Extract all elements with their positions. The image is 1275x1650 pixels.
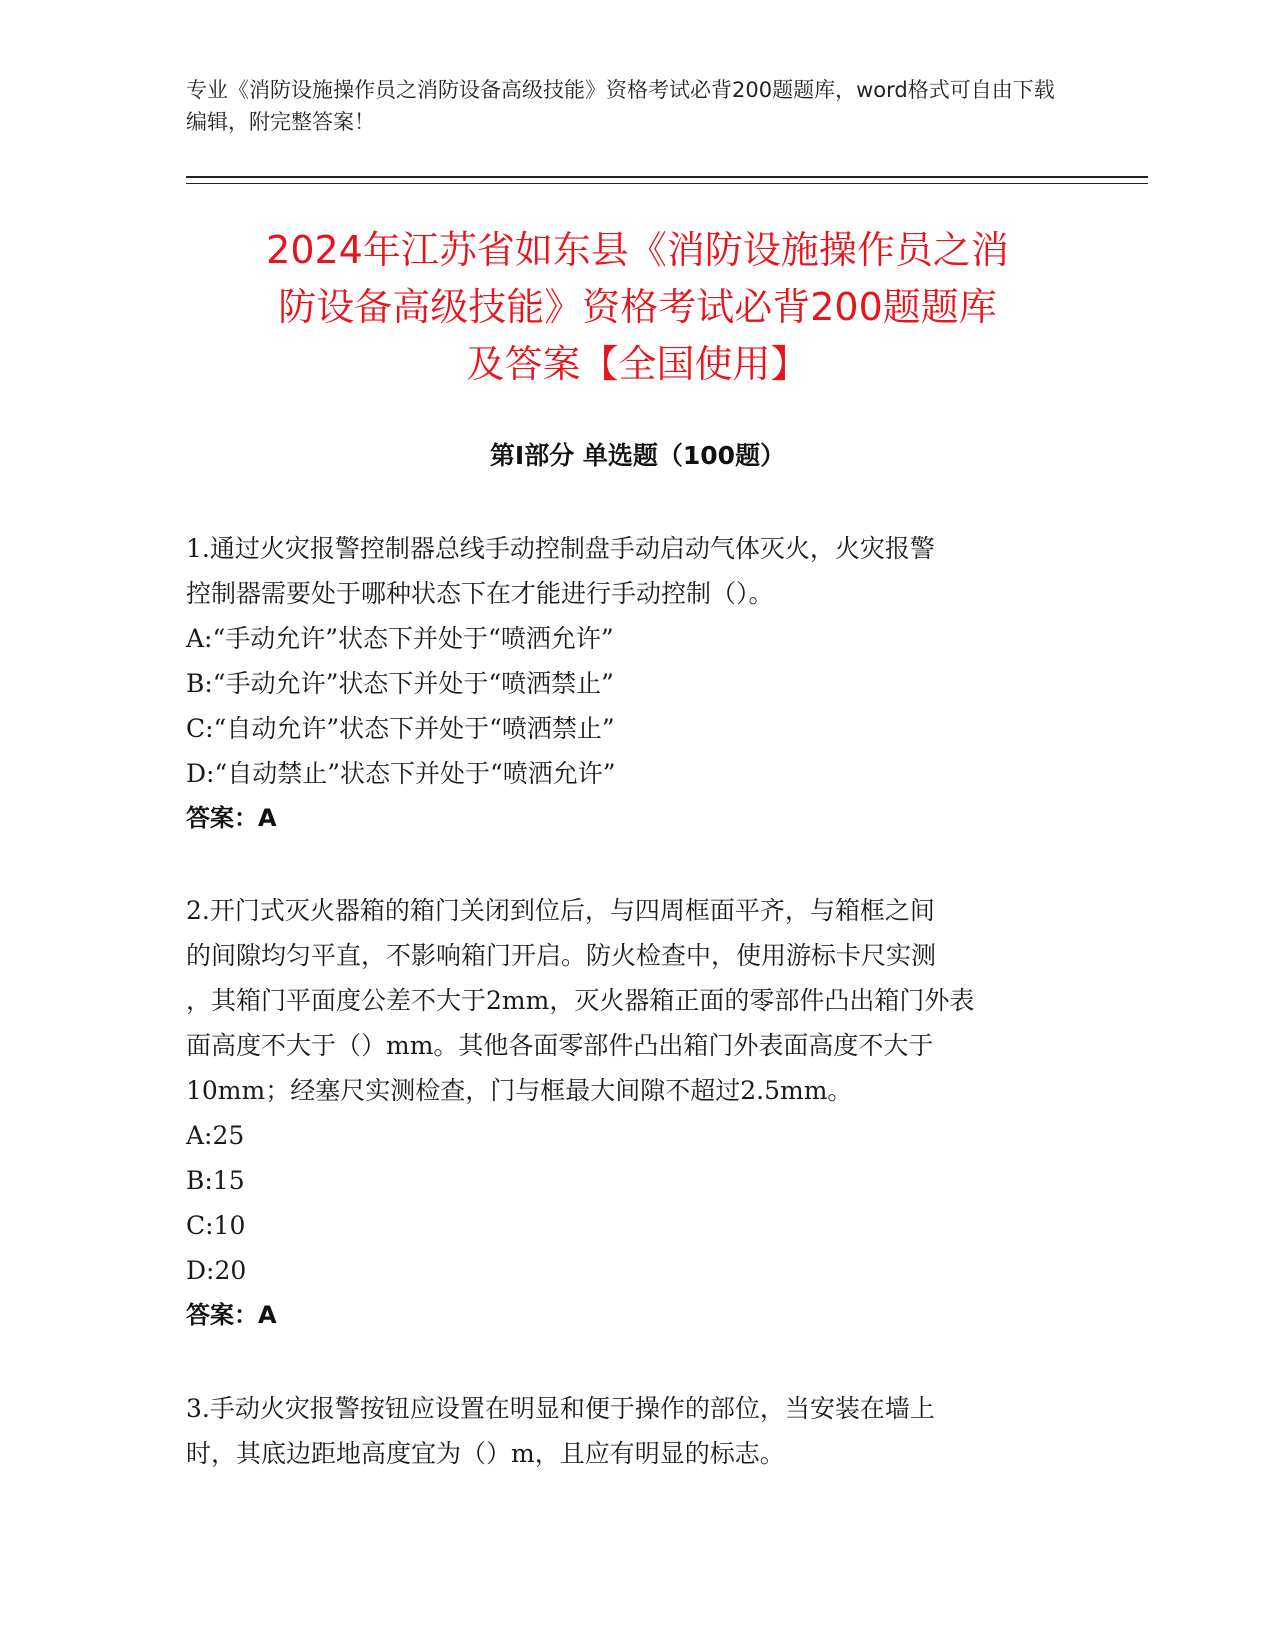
option-d: D:20 (186, 1256, 247, 1285)
answer: 答案：A (186, 1301, 277, 1329)
document-title (150, 222, 1125, 393)
header-note: 专业《消防设施操作员之消防设备高级技能》资格考试必背200题题库，word格式可自由下载编辑，附完整答案！ (186, 78, 1055, 134)
question-line: ，其箱门平面度公差不大于2mm，灭火器箱正面的零部件凸出箱门外表 (186, 986, 975, 1015)
question-3 (186, 1386, 1081, 1476)
title-line-1: 2024年江苏省如东县《消防设施操作员之消 (266, 228, 1009, 272)
question-line: 时，其底边距地高度宜为（）m，且应有明显的标志。 (186, 1439, 785, 1468)
question-line: 的间隙均匀平直，不影响箱门开启。防火检查中，使用游标卡尺实测 (186, 941, 937, 970)
option-c: C:“自动允许”状态下并处于“喷洒禁止” (186, 714, 615, 743)
option-a: A:25 (186, 1121, 245, 1150)
title-line-3: 及答案【全国使用】 (466, 342, 809, 386)
question-line: 2.开门式灭火器箱的箱门关闭到位后，与四周框面平齐，与箱框之间 (186, 896, 935, 925)
option-d: D:“自动禁止”状态下并处于“喷洒允许” (186, 759, 616, 788)
option-b: B:15 (186, 1166, 245, 1195)
option-a: A:“手动允许”状态下并处于“喷洒允许” (186, 624, 614, 653)
question-text (186, 526, 1081, 616)
section-heading: 第I部分 单选题（100题） (489, 441, 786, 470)
question-line: 1.通过火灾报警控制器总线手动控制盘手动启动气体灭火，火灾报警 (186, 534, 935, 563)
question-2 (186, 888, 1081, 1338)
question-text (186, 1386, 1081, 1476)
option-b: B:“手动允许”状态下并处于“喷洒禁止” (186, 669, 614, 698)
answer: 答案：A (186, 804, 277, 832)
title-line-2: 防设备高级技能》资格考试必背200题题库 (278, 285, 997, 329)
question-line: 控制器需要处于哪种状态下在才能进行手动控制（）。 (186, 579, 774, 608)
question-line: 3.手动火灾报警按钮应设置在明显和便于操作的部位，当安装在墙上 (186, 1394, 935, 1423)
header-rule-thin (186, 183, 1148, 184)
option-c: C:10 (186, 1211, 246, 1240)
question-line: 面高度不大于（）mm。其他各面零部件凸出箱门外表面高度不大于 (186, 1031, 934, 1060)
header-rule-thick (186, 176, 1148, 178)
question-text (186, 888, 1081, 1113)
question-1 (186, 526, 1081, 841)
question-line: 10mm；经塞尺实测检查，门与框最大间隙不超过2.5mm。 (186, 1076, 853, 1105)
